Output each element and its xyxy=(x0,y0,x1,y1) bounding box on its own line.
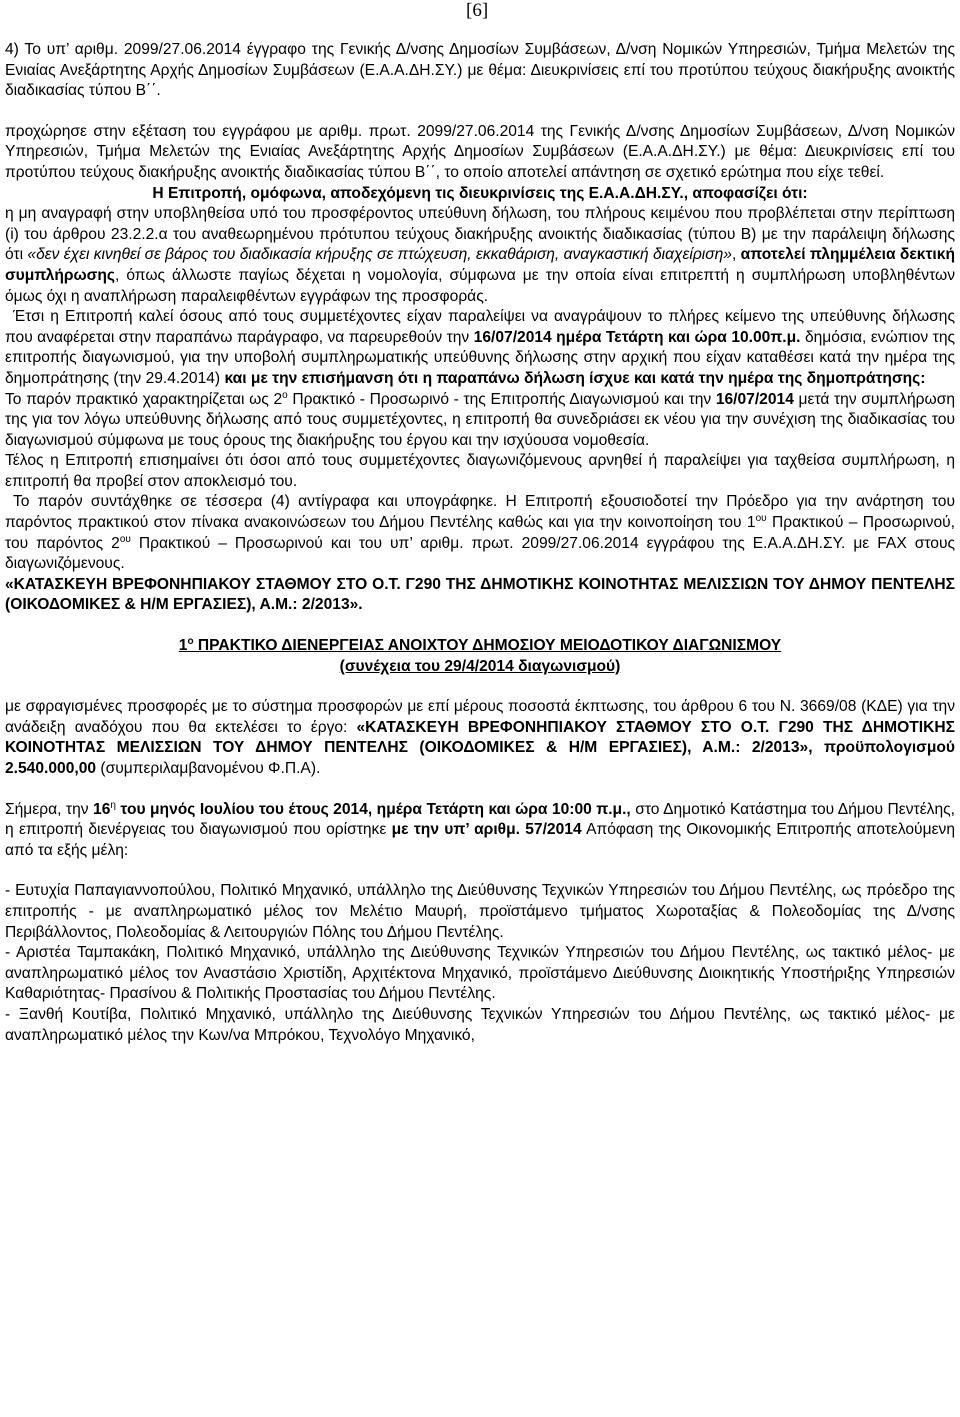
decision-heading: Η Επιτροπή, ομόφωνα, αποδεχόμενη τις διευκρινίσεις της Ε.Α.Α.ΔΗ.ΣΥ., αποφασίζει ότι: xyxy=(152,184,808,202)
decision-paragraph: Η Επιτροπή, ομόφωνα, αποδεχόμενη τις διευκρινίσεις της Ε.Α.Α.ΔΗ.ΣΥ., αποφασίζει ότι: η μη αναγραφή στην υποβληθείσα υπό του προσφέροντος υπεύθυνη δήλωση, του πλήρους κειμένου που προβλέπεται στην περίπτωση (i) του άρθρου 23.2.2.α του αναθεωρημένου πρότυπου τεύχους διακήρυξης ανοικτής διαδικασίας (τύπου Β) με την παράλειψη δήλωσης ότι «δεν έχει κινηθεί σε βάρος του διαδικασία κήρυξης σε πτώχευση, εκκαθάριση, αναγκαστική διαχείριση», αποτελεί πλημμέλεια δεκτική συμπλήρωσης, όπως άλλωστε παγίως δέχεται η νομολογία, σύμφωνα με την οποία είναι επιτρεπτή η συμπλήρωση υποβληθέντων όμως όχι η αναπλήρωση παραλειφθέντων εγγράφων της προσφοράς. xyxy=(5,184,955,305)
member-item: - Ξανθή Κουτίβα, Πολιτικό Μηχανικό, υπάλληλο της Διεύθυνσης Τεχνικών Υπηρεσιών του Δήμου Πεντέλης, ως τακτικό μέλος- με αναπληρωματικό μέλος την Κων/να Μπρόκου, Τεχνολόγο Μηχανικό, xyxy=(5,1005,955,1044)
member-item: - Ευτυχία Παπαγιαννοπούλου, Πολιτικό Μηχανικό, υπάλληλο της Διεύθυνσης Τεχνικών Υπηρεσιών του Δήμου Πεντέλης, ως πρόεδρο της επιτροπής - με αναπληρωματικό μέλος τον Μελέτιο Μαυρή, προϊστάμενο τμήματος Χωροταξίας & Πολεοδομίας της Δ/νσης Περιβάλλοντος, Πολεοδομίας & Λειτουργιών Πόλης του Δήμου Πεντέλης. xyxy=(5,882,955,941)
item-4-paragraph: 4) Το υπ’ αριθμ. 2099/27.06.2014 έγγραφο της Γενικής Δ/νσης Δημοσίων Συμβάσεων, Δ/νση Νομικών Υπηρεσιών, Τμήμα Μελετών της Ενιαίας Ανεξάρτητης Αρχής Δημοσίων Συμβάσεων (Ε.Α.Α.ΔΗ.ΣΥ.) με θέμα: Διευκρινίσεις επί του προτύπου τεύχους διακήρυξης ανοικτής διαδικασίας τύπου Β΄΄. xyxy=(5,41,955,100)
project-title: «ΚΑΤΑΣΚΕΥΗ ΒΡΕΦΟΝΗΠΙΑΚΟΥ ΣΤΑΘΜΟΥ ΣΤΟ Ο.Τ. Γ290 ΤΗΣ ΔΗΜΟΤΙΚΗΣ ΚΟΙΝΟΤΗΤΑΣ ΜΕΛΙΣΣΙΩΝ ΤΟΥ ΔΗΜΟΥ ΠΕΝΤΕΛΗΣ (ΟΙΚΟΔΟΜΙΚΕΣ & Η/Μ ΕΡΓΑΣΙΕΣ), Α.Μ.: 2/2013». xyxy=(5,575,955,614)
tender-paragraph: με σφραγισμένες προσφορές με το σύστημα προσφορών με επί μέρους ποσοστά έκπτωσης, του άρθρου 6 του Ν. 3669/08 (ΚΔΕ) για την ανάδειξη αναδόχου που θα εκτελέσει το έργο: «ΚΑΤΑΣΚΕΥΗ ΒΡΕΦΟΝΗΠΙΑΚΟΥ ΣΤΑΘΜΟΥ ΣΤΟ Ο.Τ. Γ290 ΤΗΣ ΔΗΜΟΤΙΚΗΣ ΚΟΙΝΟΤΗΤΑΣ ΜΕΛΙΣΣΙΩΝ ΤΟΥ ΔΗΜΟΥ ΠΕΝΤΕΛΗΣ (ΟΙΚΟΔΟΜΙΚΕΣ & Η/Μ ΕΡΓΑΣΙΕΣ), Α.Μ.: 2/2013», προϋπολογισμού 2.540.000,00 (συμπεριλαμβανομένου Φ.Π.Α). xyxy=(5,698,955,777)
copies-paragraph: Το παρόν συντάχθηκε σε τέσσερα (4) αντίγραφα και υπογράφηκε. Η Επιτροπή εξουσιοδοτεί την Πρόεδρο για την ανάρτηση του παρόντος πρακτικού στον πίνακα ανακοινώσεων του Δήμου Πεντέλης καθώς και για την κοινοποίηση του $1^{o\upsilon}$ Πρακτικού – Προσωρινού, του παρόντος $2^{o\upsilon}$ Πρακτικού – Προσωρινού και του υπ’ αριθμ. πρωτ. 2099/27.06.2014 εγγράφου της Ε.Α.Α.ΔΗ.ΣΥ. με FAX στους διαγωνιζόμενους. xyxy=(5,493,955,573)
document-body xyxy=(5,40,955,1046)
page-number: [6] xyxy=(466,0,489,21)
characterization-paragraph: Το παρόν πρακτικό χαρακτηρίζεται ως $2^o$ Πρακτικό - Προσωρινό - της Επιτροπής Διαγωνισμού και την 16/07/2014 μετά την συμπλήρωση της για τον λόγω υπεύθυνης δήλωσης από τους συμμετέχοντες, η επιτροπή θα συνεδριάσει εκ νέου για την συνέχιση της διαδικασίας του διαγωνισμού σύμφωνα με τους όρους της διακήρυξης του έργου και την ισχύουσα νομοθεσία. xyxy=(5,389,955,449)
member-item: - Αριστέα Ταμπακάκη, Πολιτικό Μηχανικό, υπάλληλο της Διεύθυνσης Τεχνικών Υπηρεσιών του Δήμου Πεντέλης, ως τακτικό μέλος- με αναπληρωματικό μέλος τον Αναστάσιο Χριστίδη, Αρχιτέκτονα Μηχανικό, προϊστάμενο Διεύθυνσης Διοικητικής Υποστήριξης Υπηρεσιών Καθαριότητας- Πρασίνου & Πολιτικής Προστασίας του Δήμου Πεντέλης. xyxy=(5,944,955,1003)
today-paragraph: Σήμερα, την $16^\eta$ του μηνός Ιουλίου του έτους 2014, ημέρα Τετάρτη και ώρα 10:00 π.μ., στο Δημοτικό Κατάστημα του Δήμου Πεντέλης, η επιτροπή διενέργειας του διαγωνισμού που ορίστηκε με την υπ’ αριθμ. 57/2014 Απόφαση της Οικονομικής Επιτροπής αποτελούμενη από τα εξής μέλη: xyxy=(5,799,955,859)
examination-paragraph: προχώρησε στην εξέταση του εγγράφου με αριθμ. πρωτ. 2099/27.06.2014 της Γενικής Δ/νσης Δημοσίων Συμβάσεων, Δ/νση Νομικών Υπηρεσιών, Τμήμα Μελετών της Ενιαίας Ανεξάρτητης Αρχής Δημοσίων Συμβάσεων (Ε.Α.Α.ΔΗ.ΣΥ.) με θέμα: Διευκρινίσεις επί του προτύπου τεύχους διακήρυξης ανοικτής διαδικασίας τύπου Β΄΄, το οποίο αποτελεί απάντηση σε σχετικό ερώτημα που είχε τεθεί. xyxy=(5,122,955,181)
minutes-subheading: (συνέχεια του 29/4/2014 διαγωνισμού) xyxy=(339,657,621,675)
exclusion-paragraph: Τέλος η Επιτροπή επισημαίνει ότι όσοι από τους συμμετέχοντες διαγωνιζόμενους αρνηθεί ή παραλείψει για ταχθείσα συμπλήρωση, η επιτροπή θα προβεί στον αποκλεισμό του. xyxy=(5,452,955,490)
minutes-heading: $1^o$ ΠΡΑΚΤΙΚΟ ΔΙΕΝΕΡΓΕΙΑΣ ΑΝΟΙΧΤΟΥ ΔΗΜΟΣΙΟΥ ΜΕΙΟΔΟΤΙΚΟΥ ΔΙΑΓΩΝΙΣΜΟΥ xyxy=(178,636,782,655)
invitation-paragraph: Έτσι η Επιτροπή καλεί όσους από τους συμμετέχοντες είχαν παραλείψει να αναγράψουν το πλήρες κείμενο της υπεύθυνης δήλωσης που αναφέρεται στην παραπάνω παράγραφο, να παρευρεθούν την 16/07/2014 ημέρα Τετάρτη και ώρα 10.00π.μ. δημόσια, ενώπιον της επιτροπής διαγωνισμού, για την υποβολή συμπληρωματικής υπεύθυνης δήλωσης στην αρχική που είχαν καταθέσει κατά την ημέρα της δημοπράτησης (την 29.4.2014) και με την επισήμανση ότι η παραπάνω δήλωση ίσχυε και κατά την ημέρα της δημοπράτησης: xyxy=(5,308,956,387)
